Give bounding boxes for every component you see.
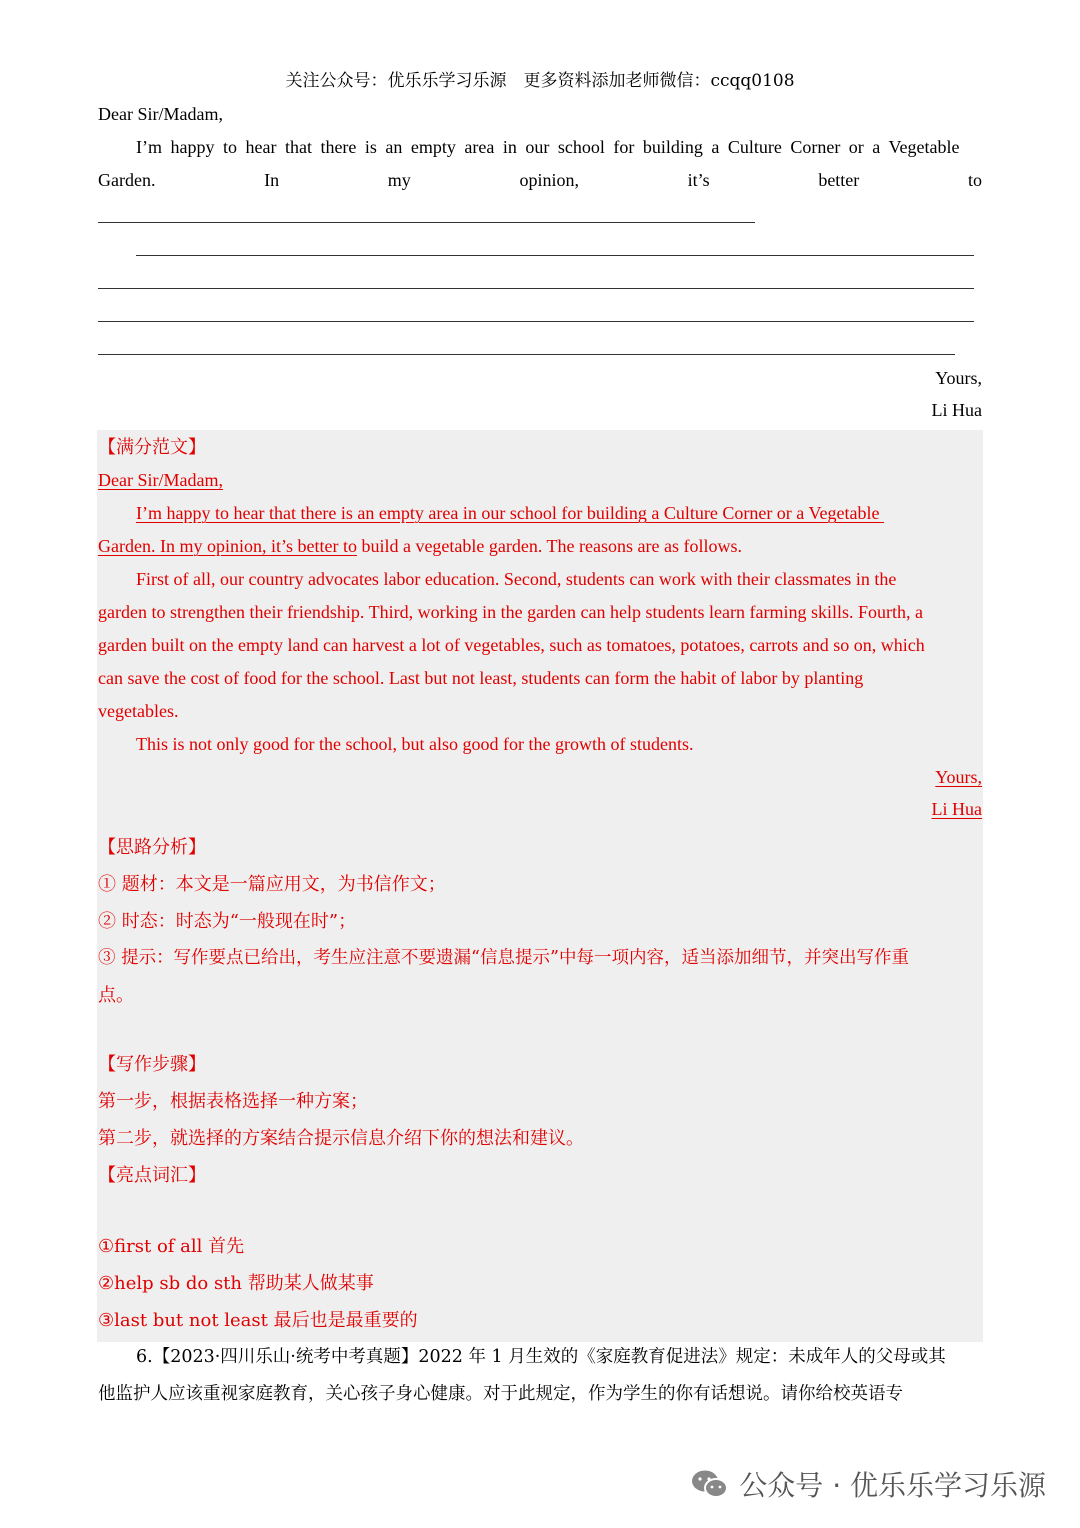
letter-word: to — [967, 170, 982, 190]
letter-line-1: I’m happy to hear that there is an empty area in our school for building a Culture Corner or a Vegetable — [136, 137, 960, 157]
question-line-2: 他监护人应该重视家庭教育，关心孩子身心健康。对于此规定，作为学生的你有话想说。请你给校英语专 — [98, 1384, 903, 1404]
watermark-text: 公众号 · 优乐乐学习乐源 — [739, 1469, 1046, 1502]
letter-salutation: Dear Sir/Madam, — [98, 104, 223, 124]
watermark — [691, 1464, 1046, 1504]
question-line-1: 6.【2023·四川乐山·统考中考真题】2022 年 1 月生效的《家庭教育促进法》规定：未成年人的父母或其 — [136, 1347, 946, 1367]
model-p1-line1: I’m happy to hear that there is an empty area in our school for building a Culture Corner or a Vegetable — [136, 503, 884, 523]
analysis-item-1: ① 题材：本文是一篇应用文，为书信作文； — [98, 874, 446, 895]
model-p2-line: can save the cost of food for the school. Last but not least, students can form the habit of labor by planting — [98, 668, 864, 688]
vocab-item: ②help sb do sth 帮助某人做某事 — [98, 1273, 374, 1294]
model-p3: This is not only good for the school, but also good for the growth of students. — [136, 734, 694, 754]
page-header: 关注公众号：优乐乐学习乐源 更多资料添加老师微信：ccqq0108 — [285, 71, 795, 91]
model-signature: Li Hua — [931, 799, 982, 819]
letter-word: my — [387, 170, 411, 190]
analysis-item-2: ② 时态：时态为“一般现在时”； — [98, 911, 357, 932]
wechat-icon — [691, 1469, 729, 1499]
analysis-item-3-cont: 点。 — [98, 985, 134, 1006]
model-heading: 【满分范文】 — [98, 437, 206, 458]
steps-heading: 【写作步骤】 — [98, 1054, 206, 1075]
model-closing: Yours, — [935, 767, 982, 787]
step-2: 第二步，就选择的方案结合提示信息介绍下你的想法和建议。 — [98, 1128, 584, 1149]
letter-line-2 — [98, 170, 982, 191]
model-p1-rest: build a vegetable garden. The reasons are as follows. — [356, 536, 742, 556]
letter-closing: Yours, — [935, 368, 982, 388]
letter-signature: Li Hua — [931, 400, 982, 420]
model-p2-line: garden to strengthen their friendship. Third, working in the garden can help students learn farming skills. Fourth, a — [98, 602, 923, 622]
model-p2-line: garden built on the empty land can harvest a lot of vegetables, such as tomatoes, potatoes, carrots and so on, which — [98, 635, 925, 655]
letter-word: better — [818, 170, 860, 190]
answer-line — [98, 288, 974, 289]
model-p2-line: vegetables. — [98, 701, 179, 721]
letter-word: Garden. — [98, 170, 156, 190]
analysis-heading: 【思路分析】 — [98, 837, 206, 858]
model-p2-line: First of all, our country advocates labor education. Second, students can work with their classmates in the — [136, 569, 897, 589]
answer-line — [98, 321, 974, 322]
vocab-item: ①first of all 首先 — [98, 1236, 245, 1257]
vocab-heading: 【亮点词汇】 — [98, 1165, 206, 1186]
model-p1-underlined: Garden. In my opinion, it’s better to — [98, 536, 357, 556]
letter-word: In — [264, 170, 280, 190]
letter-word: opinion, — [519, 170, 579, 190]
answer-line — [136, 255, 974, 256]
letter-word: it’s — [687, 170, 710, 190]
answer-line — [98, 222, 755, 223]
answer-line — [98, 354, 955, 355]
analysis-item-3: ③ 提示：写作要点已给出，考生应注意不要遗漏“信息提示”中每一项内容，适当添加细节，并突出写作重 — [98, 948, 909, 968]
model-salutation: Dear Sir/Madam, — [98, 470, 223, 490]
model-p1-line2 — [98, 536, 742, 557]
vocab-item: ③last but not least 最后也是最重要的 — [98, 1310, 418, 1331]
step-1: 第一步，根据表格选择一种方案； — [98, 1091, 368, 1112]
